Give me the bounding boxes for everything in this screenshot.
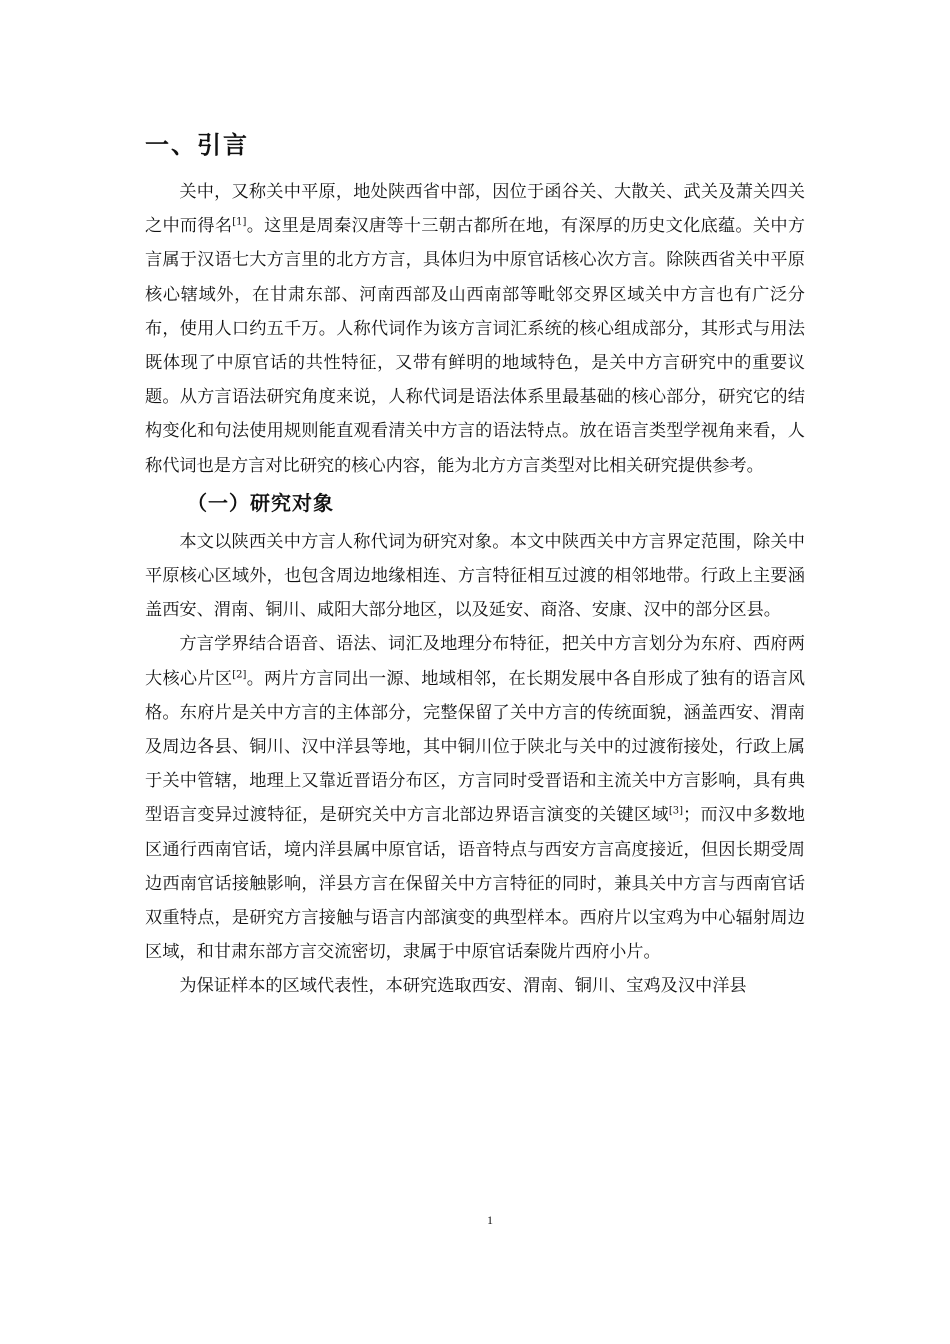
paragraph-research-object: 本文以陕西关中方言人称代词为研究对象。本文中陕西关中方言界定范围，除关中平原核心区域外，也包含周边地缘相连、方言特征相互过渡的相邻地带。行政上主要涵盖西安、渭南、铜川、咸阳大部分地区，以及延安、商洛、安康、汉中的部分区县。 [145, 531, 805, 621]
division-text-part2: 。两片方言同出一源、地域相邻，在长期发展中各自形成了独有的语言风格。东府片是关中方言的主体部分，完整保留了关中方言的传统面貌，涵盖西安、渭南及周边各县、铜川、汉中洋县等地，其中铜川位于陕北与关中的过渡衔接处，行政上属于关中管辖，地理上又靠近晋语分布区，方言同时受晋语和主流关中方言影响，具有典型语言变异过渡特征，是研究关中方言北部边界语言演变的关键区域 [145, 668, 805, 826]
division-text-part3: ；而汉中多数地区通行西南官话，境内洋县属中原官话，语音特点与西安方言高度接近，但因长期受周边西南官话接触影响，洋县方言在保留关中方言特征的同时，兼具关中方言与西南官话双重特点，是研究方言接触与语言内部演变的典型样本。西府片以宝鸡为中心辐射周边区域，和甘肃东部方言交流密切，隶属于中原官话秦陇片西府小片。 [145, 805, 805, 963]
citation-3[interactable]: [3] [668, 805, 684, 817]
intro-text-part1: 关中，又称关中平原，地处陕西省中部，因位于函谷关、大散关、武关及萧关四关之中而得名 [145, 182, 805, 237]
intro-text-part2: 。这里是周秦汉唐等十三朝古都所在地，有深厚的历史文化底蕴。关中方言属于汉语七大方言里的北方方言，具体归为中原官话核心次方言。除陕西省关中平原核心辖域外，在甘肃东部、河南西部及山西南部等毗邻交界区域关中方言也有广泛分布，使用人口约五千万。人称代词作为该方言词汇系统的核心组成部分，其形式与用法既体现了中原官话的共性特征，又带有鲜明的地域特色，是关中方言研究中的重要议题。从方言语法研究角度来说，人称代词是语法体系里最基础的核心部分，研究它的结构变化和句法使用规则能直观看清关中方言的语法特点。放在语言类型学视角来看，人称代词也是方言对比研究的核心内容，能为北方方言类型对比相关研究提供参考。 [145, 216, 805, 476]
paragraph-sample-selection: 为保证样本的区域代表性，本研究选取西安、渭南、铜川、宝鸡及汉中洋县 [179, 976, 747, 997]
division-text-part1: 方言学界结合语音、语法、词汇及地理分布特征，把关中方言划分为东府、西府两大核心片区 [145, 634, 805, 689]
intro-paragraph [145, 175, 805, 483]
page-content [145, 125, 805, 1004]
citation-2[interactable]: [2] [232, 668, 247, 680]
subsection-title: （一）研究对象 [187, 490, 334, 515]
page-number: 1 [487, 1213, 493, 1227]
section-title: 一、引言 [145, 131, 249, 159]
paragraph-dialect-division [145, 627, 805, 969]
citation-1[interactable]: [1] [232, 216, 247, 228]
